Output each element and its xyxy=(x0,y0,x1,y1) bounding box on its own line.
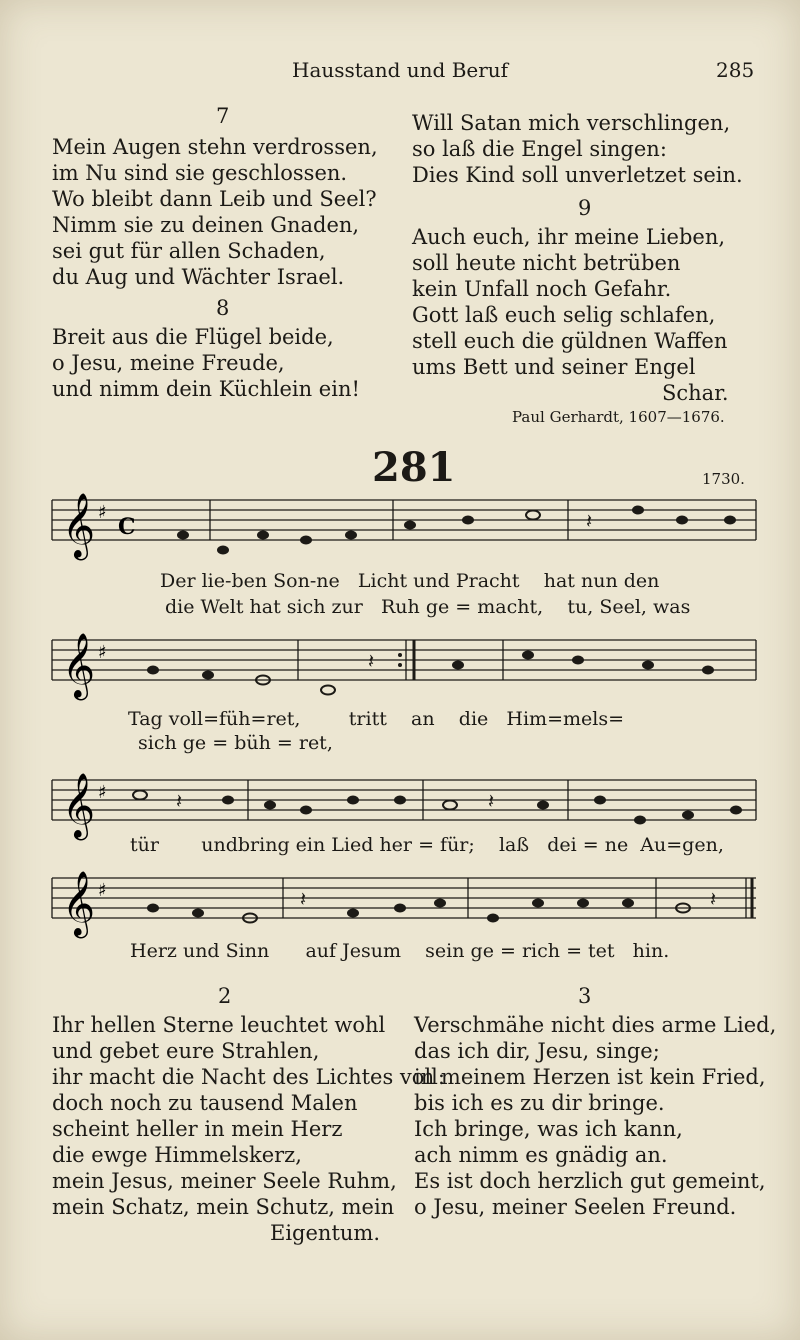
verse-line: ach nimm es gnädig an. xyxy=(414,1143,668,1167)
verse-line: o Jesu, meine Freude, xyxy=(52,351,285,375)
verse-8-continued xyxy=(412,110,743,188)
verse-line: Auch euch, ihr meine Lieben, xyxy=(412,225,726,249)
verse-7 xyxy=(52,134,378,290)
treble-clef: 𝄞 xyxy=(62,871,96,936)
verse-line: mein Jesus, meiner Seele Ruhm, xyxy=(52,1169,397,1193)
melody-year: 1730. xyxy=(702,470,745,488)
key-signature-sharp: ♯ xyxy=(98,642,107,663)
key-signature-sharp: ♯ xyxy=(98,502,107,523)
music-staff-2 xyxy=(48,630,760,710)
verse-line: Ich bringe, was ich kann, xyxy=(414,1117,683,1141)
verse-line: das ich dir, Jesu, singe; xyxy=(414,1039,660,1063)
lyric-line-2a: Tag voll=füh=ret, tritt an die Him=mels= xyxy=(128,708,624,730)
lyric-line-3: tür undbring ein Lied her = für; laß dei = ne Au=gen, xyxy=(130,834,724,856)
verse-line: Verschmähe nicht dies arme Lied, xyxy=(414,1013,777,1037)
verse-line: Es ist doch herzlich gut gemeint, xyxy=(414,1169,766,1193)
lyric-line-1a: Der lie-ben Son-ne Licht und Pracht hat nun den xyxy=(160,570,660,592)
treble-clef: 𝄞 xyxy=(62,773,96,838)
verse-line: Nimm sie zu deinen Gnaden, xyxy=(52,213,360,237)
verse-line: Eigentum. xyxy=(270,1221,380,1245)
verse-number-7: 7 xyxy=(216,104,230,128)
verse-line: und gebet eure Strahlen, xyxy=(52,1039,320,1063)
svg-text:𝄽: 𝄽 xyxy=(710,887,717,911)
verse-line: in meinem Herzen ist kein Fried, xyxy=(414,1065,766,1089)
verse-line: soll heute nicht betrüben xyxy=(412,251,681,275)
verse-9 xyxy=(412,224,729,406)
verse-line: im Nu sind sie geschlossen. xyxy=(52,161,348,185)
verse-line: und nimm dein Küchlein ein! xyxy=(52,377,360,401)
treble-clef: 𝄞 xyxy=(62,633,96,698)
verse-line: Dies Kind soll unverletzet sein. xyxy=(412,163,743,187)
verse-number-3: 3 xyxy=(578,984,592,1008)
lyric-line-4: Herz und Sinn auf Jesum sein ge = rich = tet hin. xyxy=(130,940,670,962)
verse-number-9: 9 xyxy=(578,196,592,220)
common-time: C xyxy=(118,514,136,540)
svg-text:𝄽: 𝄽 xyxy=(300,887,307,911)
verse-line: Will Satan mich verschlingen, xyxy=(412,111,731,135)
verse-line: ums Bett und seiner Engel xyxy=(412,355,696,379)
verse-2 xyxy=(52,1012,445,1246)
author-attribution: Paul Gerhardt, 1607—1676. xyxy=(512,408,725,426)
verse-number-8: 8 xyxy=(216,296,230,320)
verse-8 xyxy=(52,324,360,402)
svg-text:𝄽: 𝄽 xyxy=(368,649,375,673)
verse-line: Gott laß euch selig schlafen, xyxy=(412,303,716,327)
verse-line: kein Unfall noch Gefahr. xyxy=(412,277,672,301)
verse-line: o Jesu, meiner Seelen Freund. xyxy=(414,1195,737,1219)
verse-line: so laß die Engel singen: xyxy=(412,137,667,161)
key-signature-sharp: ♯ xyxy=(98,880,107,901)
verse-line: scheint heller in mein Herz xyxy=(52,1117,343,1141)
verse-line: Schar. xyxy=(662,381,729,405)
key-signature-sharp: ♯ xyxy=(98,782,107,803)
section-header: Hausstand und Beruf xyxy=(292,58,509,82)
lyric-line-2b: sich ge = büh = ret, xyxy=(138,732,333,754)
verse-3 xyxy=(414,1012,776,1220)
music-staff-4 xyxy=(48,868,760,948)
lyric-line-1b: die Welt hat sich zur Ruh ge = macht, tu, Seel, was xyxy=(165,596,691,618)
verse-line: mein Schatz, mein Schutz, mein xyxy=(52,1195,395,1219)
verse-line: Wo bleibt dann Leib und Seel? xyxy=(52,187,377,211)
verse-line: doch noch zu tausend Malen xyxy=(52,1091,358,1115)
hymn-number: 281 xyxy=(372,444,456,491)
verse-line: stell euch die güldnen Waffen xyxy=(412,329,728,353)
svg-text:𝄽: 𝄽 xyxy=(176,789,183,813)
music-staff-1 xyxy=(48,490,760,570)
verse-line: Breit aus die Flügel beide, xyxy=(52,325,334,349)
svg-text:𝄽: 𝄽 xyxy=(586,509,593,533)
verse-line: Ihr hellen Sterne leuchtet wohl xyxy=(52,1013,386,1037)
verse-line: sei gut für allen Schaden, xyxy=(52,239,326,263)
verse-number-2: 2 xyxy=(218,984,232,1008)
verse-line: Mein Augen stehn verdrossen, xyxy=(52,135,378,159)
verse-line: ihr macht die Nacht des Lichtes voll: xyxy=(52,1065,445,1089)
verse-line: du Aug und Wächter Israel. xyxy=(52,265,345,289)
svg-text:𝄽: 𝄽 xyxy=(488,789,495,813)
treble-clef: 𝄞 xyxy=(62,493,96,558)
verse-line: die ewge Himmelskerz, xyxy=(52,1143,302,1167)
page-number: 285 xyxy=(716,58,755,82)
verse-line: bis ich es zu dir bringe. xyxy=(414,1091,665,1115)
